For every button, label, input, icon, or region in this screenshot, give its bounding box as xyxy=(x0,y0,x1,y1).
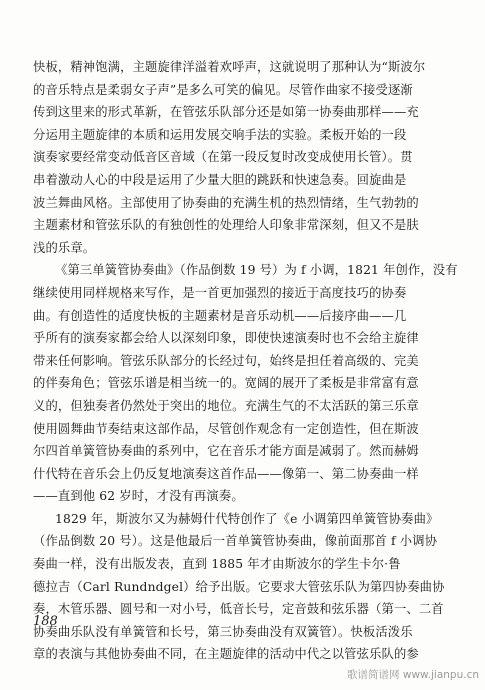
text-line: 什代特在音乐会上仍反复地演奏这首作品——像第一、第二协奏曲一样 xyxy=(33,466,419,481)
text-line: 协奏曲乐队没有单簧管和长号，第三协奏曲没有双簧管）。快板活泼乐 xyxy=(33,624,413,639)
text-line: 波兰舞曲风格。主部使用了协奏曲的充满生机的热烈情绪，生气勃勃的 xyxy=(33,195,419,210)
text-line: 快板，精神饱满，主题旋律洋溢着欢呼声，这就说明了那种认为“斯波尔 xyxy=(33,60,426,74)
text-line: 带来任何影响。管弦乐队部分的长经过句，始终是担任着高级的、完美 xyxy=(33,353,419,368)
text-line: 奏，木管乐器、圆号和一对小号，低音长号，定音鼓和弦乐器（第一、二首 xyxy=(33,602,444,617)
body-text xyxy=(33,56,463,666)
text-line: 乎所有的演奏家都会给人以深刻印象，即使快速演奏时也不会给主旋律 xyxy=(33,331,419,346)
text-line: 使用圆舞曲节奏结束这部作品，尽管创作观念有一定创造性，但在斯波 xyxy=(33,421,419,436)
text-line: 演奏家要经常变动低音区音域（在第一段反复时改变成使用长管）。贯 xyxy=(33,150,413,165)
text-line: 传到这里来的形式革新，在管弦乐队部分还是如第一协奏曲那样——充 xyxy=(33,105,419,120)
paragraph-start-line: 1829 年，斯波尔又为赫姆什代特创作了《e 小调第四单簧管协奏曲》 xyxy=(55,511,439,526)
text-line: 德拉吉（Carl Rundndgel）给予出版。它要求大管弦乐队为第四协奏曲协 xyxy=(33,579,445,594)
paragraph-start-line: 《第三单簧管协奏曲》（作品倒数 19 号）为 f 小调，1821 年创作，没有 xyxy=(55,263,458,278)
text-line: 的音乐特点是柔弱女子声”是多么可笑的偏见。尽管作曲家不接受逐渐 xyxy=(33,82,413,97)
text-line: 的伴奏角色；管弦乐谱是相当统一的。宽阔的展开了柔板是非常富有意 xyxy=(33,376,419,391)
text-line: 奏曲一样，没有出版发表，直到 1885 年才由斯波尔的学生卡尔·鲁 xyxy=(33,557,401,572)
page-number: 188 xyxy=(33,614,58,629)
text-line: ——直到他 62 岁时，才没有再演奏。 xyxy=(33,489,244,504)
site-watermark: 歌谱简谱网 www.jianpu.cn xyxy=(347,669,479,681)
text-line: 义的，但独奏者仍然处于突出的地位。充满生气的不太活跃的第三乐章 xyxy=(33,398,419,413)
text-line: 尔四首单簧管协奏曲的系列中，它在音乐才能方面是减弱了。然而赫姆 xyxy=(33,444,419,459)
text-line: 分运用主题旋律的本质和运用发展交响手法的实验。柔板开始的一段 xyxy=(33,127,407,142)
text-line: 串着激动人心的中段是运用了少量大胆的跳跃和快速急奏。回旋曲是 xyxy=(33,172,407,187)
text-line: 章的表演与其他协奏曲不同，在主题旋律的活动中代之以管弦乐队的参 xyxy=(33,647,419,662)
text-line: 浅的乐章。 xyxy=(33,240,96,255)
text-line: （作品倒数 20 号）。这是他最后一首单簧管协奏曲，像前面那首 f 小调协 xyxy=(33,534,438,549)
text-line: 主题素材和管弦乐队的有独创性的处理给人印象非常深刻，但又不是肤 xyxy=(33,218,419,233)
text-line: 曲。有创造性的适度快板的主题素材是音乐动机——后接序曲——几 xyxy=(33,308,407,323)
text-line: 继续使用同样规格来写作，是一首更加强烈的接近于高度技巧的协奏 xyxy=(33,285,407,300)
